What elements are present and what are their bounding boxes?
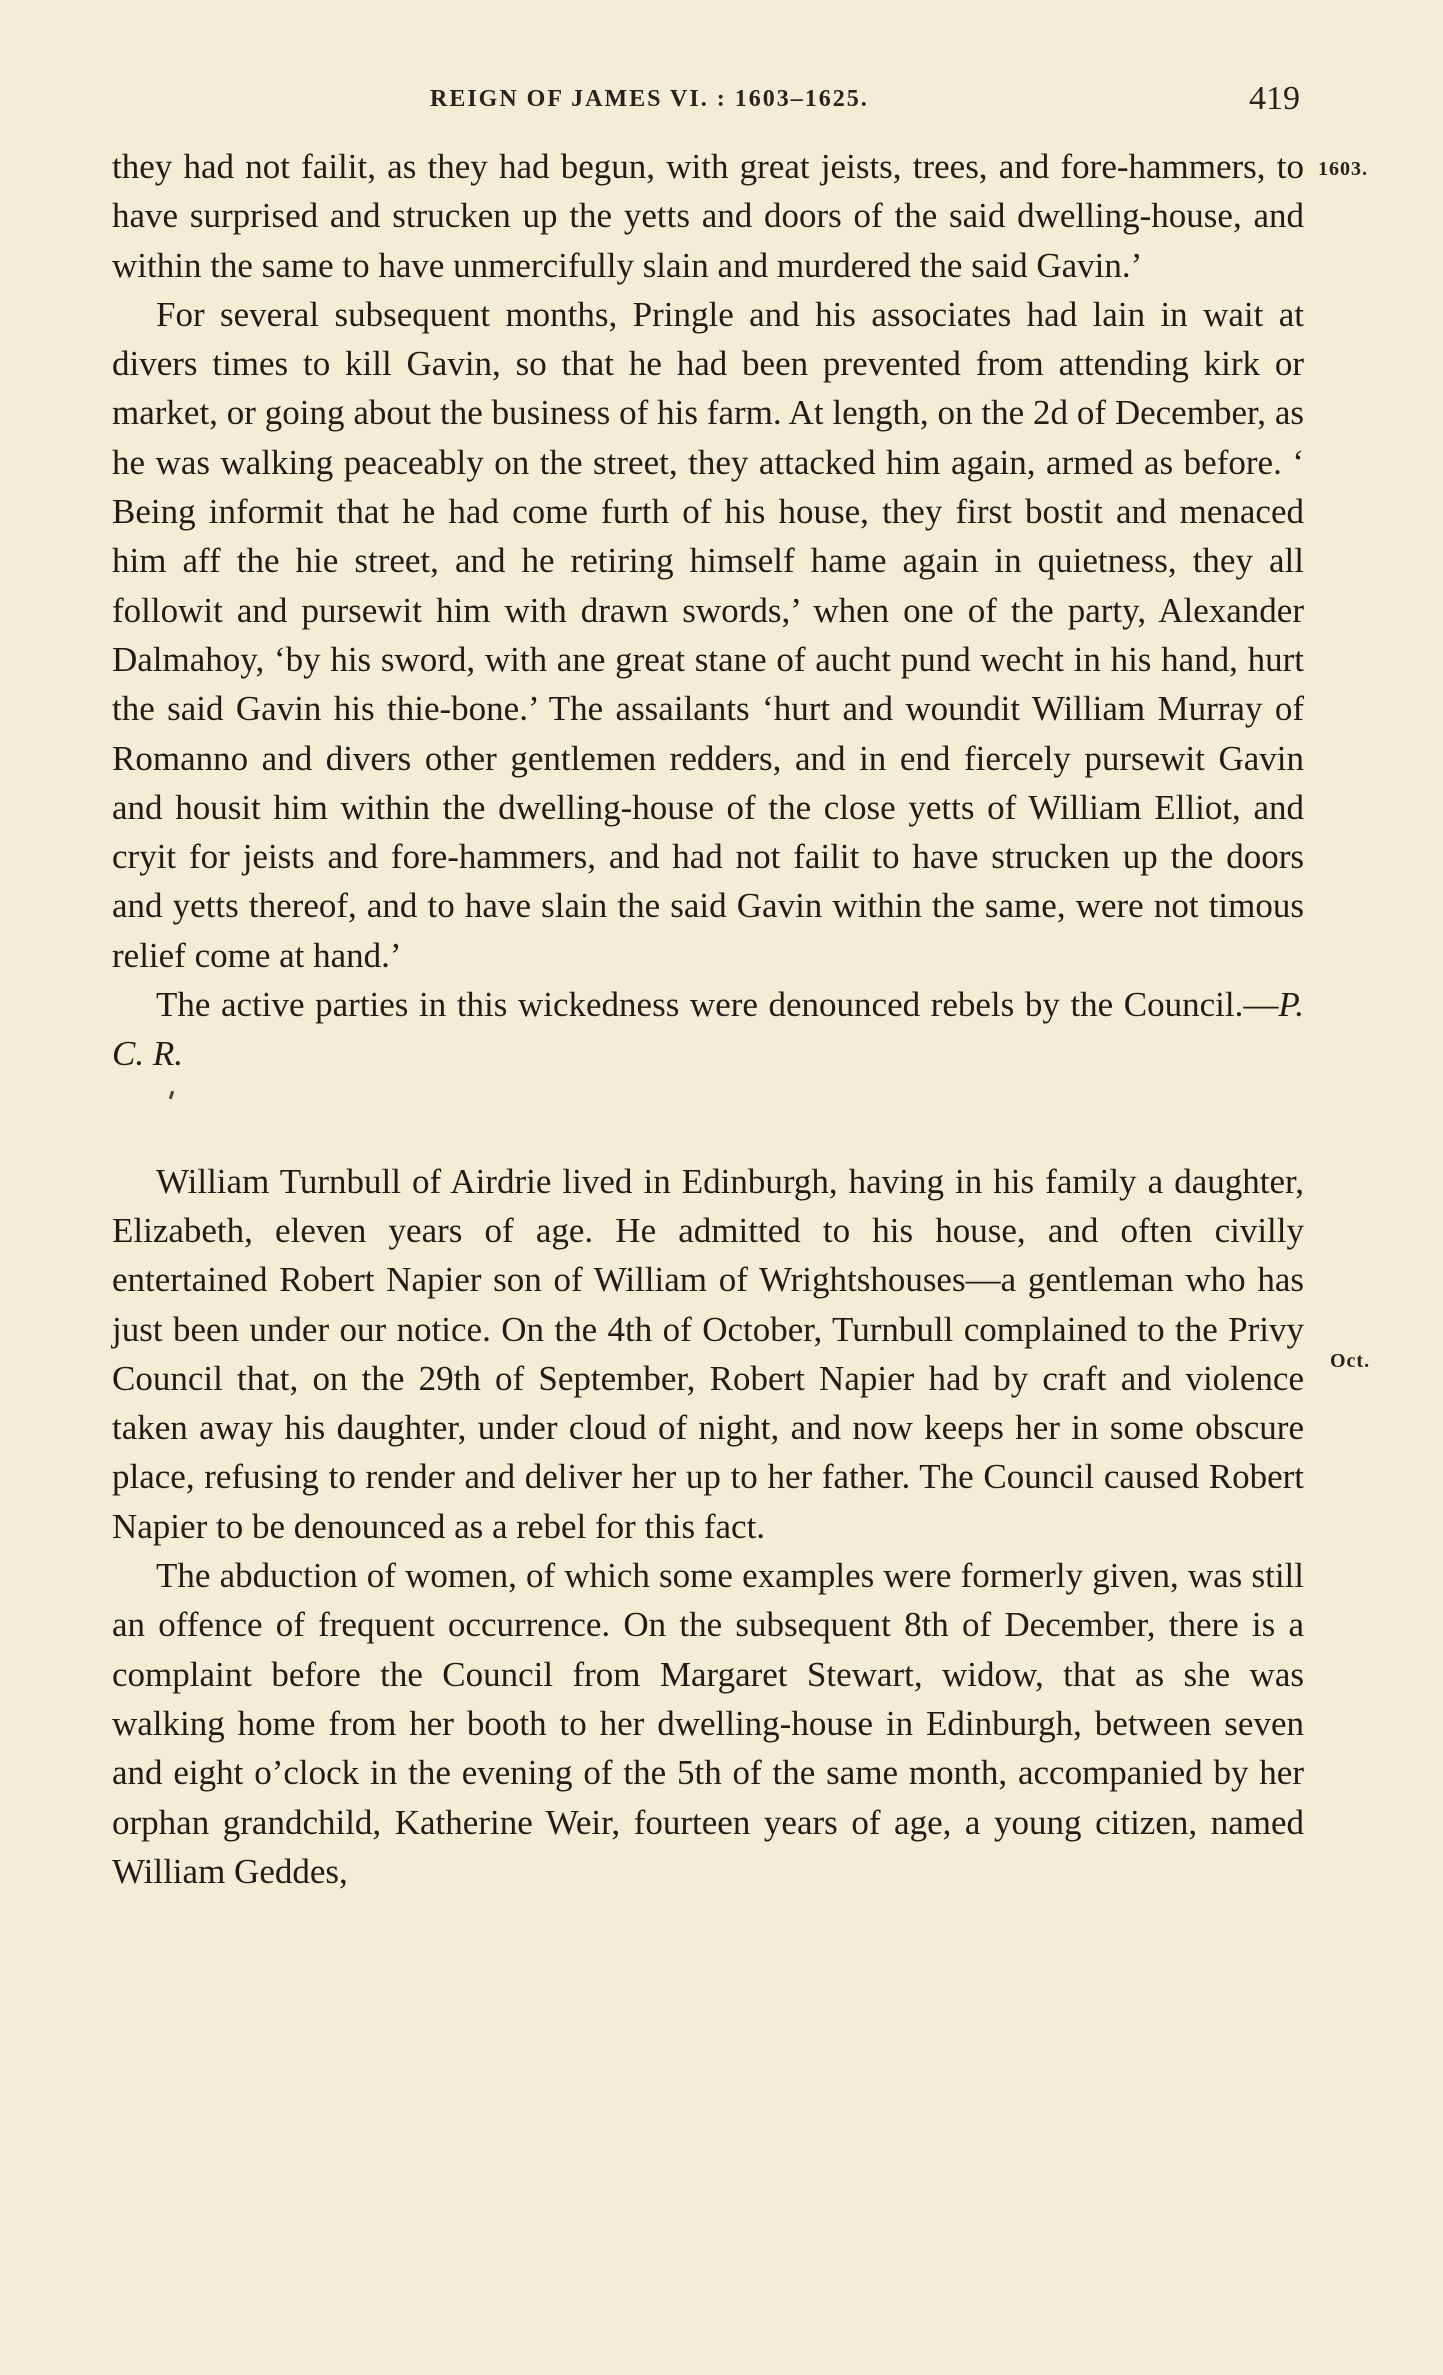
running-head bbox=[110, 80, 1300, 120]
paragraph-abduction: The abduction of women, of which some examples were formerly given, was still an offence of frequent occurrence. On the subsequent 8th of December, there is a complaint before the Council from Margaret Stewart, widow, that as she was walking home from her booth to her dwelling-house in Edinburgh, between seven and eight o’clock in the evening of the 5th of the same month, accompanied by her orphan grandchild, Katherine Weir, fourteen years of age, a young citizen, named William Geddes, bbox=[112, 1556, 1304, 1891]
paragraph-continuation: they had not failit, as they had begun, with great jeists, trees, and fore-hammers, to have surprised and strucken up the yetts and doors of the said dwelling-house, and within the same to have unmercifully slain and murdered the said Gavin.’ bbox=[112, 147, 1304, 285]
section-break bbox=[112, 1079, 1304, 1157]
paragraph-pringle: For several subsequent months, Pringle and his associates had lain in wait at divers times to kill Gavin, so that he had been prevented from attending kirk or market, or going about the business of his farm. At length, on the 2d of December, as he was walking peaceably on the street, they attacked him again, armed as before. ‘ Being informit that he had come furth of his house, they first bostit and menaced him aff the hie street, and he retiring himself hame again in quietness, they all followit and pursewit him with drawn swords,’ when one of the party, Alexander Dalmahoy, ‘by his sword, with ane great stane of aucht pund wecht in his hand, hurt the said Gavin his thie-bone.’ The assailants ‘hurt and woundit William Murray of Romanno and divers other gentlemen redders, and in end fiercely pursewit Gavin and housit him within the dwelling-house of the close yetts of William Elliot, and cryit for jeists and fore-hammers, and had not failit to have strucken up the doors and yetts thereof, and to have slain the said Gavin within the same, were not timous relief come at hand.’ bbox=[112, 294, 1304, 975]
paragraph-denounced bbox=[112, 980, 1304, 1079]
margin-note-year: 1603. bbox=[1318, 158, 1368, 180]
page-number: 419 bbox=[1249, 80, 1300, 117]
paragraph-denounced-text: The active parties in this wickedness were denounced rebels by the Council.— bbox=[156, 985, 1279, 1025]
source-citation: P. C. R. bbox=[112, 985, 1304, 1074]
stray-mark bbox=[169, 1090, 174, 1099]
running-title: REIGN OF JAMES VI. : 1603–1625. bbox=[430, 86, 869, 112]
body-text bbox=[112, 142, 1304, 1896]
paragraph-turnbull: William Turnbull of Airdrie lived in Edinburgh, having in his family a daughter, Elizabeth, eleven years of age. He admitted to his house, and often civilly entertained Robert Napier son of William of Wrightshouses—a gentleman who has just been under our notice. On the 4th of October, Turnbull complained to the Privy Council that, on the 29th of September, Robert Napier had by craft and violence taken away his daughter, under cloud of night, and now keeps her in some obscure place, refusing to render and deliver her up to her father. The Council caused Robert Napier to be denounced as a rebel for this fact. bbox=[112, 1161, 1304, 1546]
margin-note-month: Oct. bbox=[1330, 1350, 1371, 1372]
